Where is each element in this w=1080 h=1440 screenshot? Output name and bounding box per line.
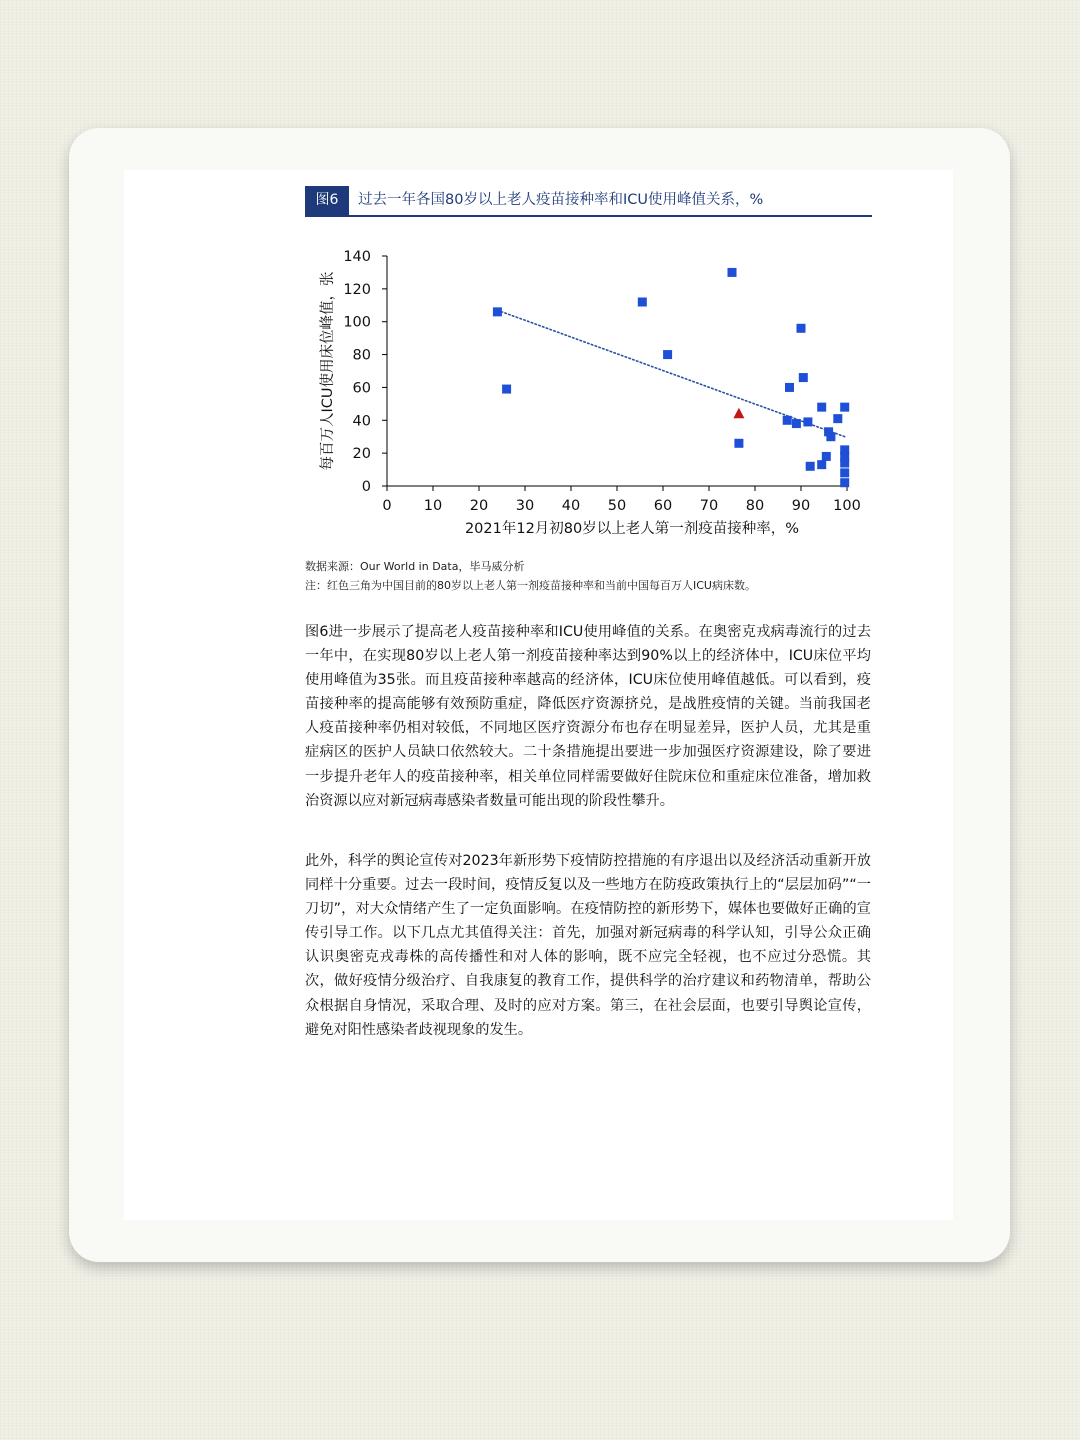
china-data-point: [733, 408, 744, 419]
paragraph-1: 图6进一步展示了提高老人疫苗接种率和ICU使用峰值的关系。在奥密克戎病毒流行的过去一年中，在实现80岁以上老人第一剂疫苗接种率达到90%以上的经济体中，ICU床位平均使用峰值为35张。而且疫苗接种率越高的经济体，ICU床位使用峰值越低。可以看到，疫苗接种率的提高能够有效预防重症，降低医疗资源挤兑，是战胜疫情的关键。当前我国老人疫苗接种率仍相对较低，不同地区医疗资源分布也存在明显差异，医护人员，尤其是重症病区的医护人员缺口依然较大。二十条措施提出要进一步加强医疗资源建设，除了要进一步提升老年人的疫苗接种率，相关单位同样需要做好住院床位和重症床位准备，增加救治资源以应对新冠病毒感染者数量可能出现的阶段性攀升。: [305, 624, 871, 809]
x-tick-label: 70: [699, 498, 719, 514]
y-tick-label: 140: [343, 249, 371, 265]
data-point: [840, 459, 849, 468]
x-tick-label: 50: [607, 498, 627, 514]
x-axis-label: 2021年12月初80岁以上老人第一剂疫苗接种率，%: [464, 521, 800, 537]
figure-header: [305, 186, 872, 217]
paragraph-2: 此外，科学的舆论宣传对2023年新形势下疫情防控措施的有序退出以及经济活动重新开放同样十分重要。过去一段时间，疫情反复以及一些地方在防疫政策执行上的“层层加码”“一刀切”，对大众情绪产生了一定负面影响。在疫情防控的新形势下，媒体也要做好正确的宣传引导工作。以下几点尤其值得关注：首先，加强对新冠病毒的科学认知，引导公众正确认识奥密克戎毒株的高传播性和对人体的影响，既不应完全轻视，也不应过分恐慌。其次，做好疫情分级治疗、自我康复的教育工作，提供科学的治疗建议和药物清单，帮助公众根据自身情况，采取合理、及时的应对方案。第三，在社会层面，也要引导舆论宣传，避免对阳性感染者歧视现象的发生。: [305, 853, 871, 1038]
data-point: [840, 468, 849, 477]
data-point: [638, 298, 647, 307]
data-point: [806, 462, 815, 471]
y-tick-label: 60: [352, 380, 371, 397]
data-point: [663, 350, 672, 359]
x-tick-label: 40: [561, 498, 581, 514]
x-tick-label: 80: [745, 498, 765, 514]
data-point: [840, 478, 849, 487]
x-tick-label: 30: [515, 498, 535, 514]
y-tick-label: 20: [352, 446, 371, 463]
x-tick-label: 10: [423, 498, 443, 514]
data-point: [797, 324, 806, 333]
trend-line: [497, 310, 844, 437]
figure-title: 过去一年各国80岁以上老人疫苗接种率和ICU使用峰值关系，%: [358, 192, 764, 208]
y-axis-label: 每百万人ICU使用床位峰值，张: [320, 271, 336, 471]
data-point: [826, 432, 835, 441]
data-point: [803, 417, 812, 426]
data-point: [817, 403, 826, 412]
data-point: [840, 403, 849, 412]
y-tick-label: 100: [343, 314, 371, 331]
x-tick-label: 20: [469, 498, 489, 514]
data-point: [833, 414, 842, 423]
data-point: [817, 460, 826, 469]
data-point: [792, 419, 801, 428]
figure-note: 注：红色三角为中国目前的80岁以上老人第一剂疫苗接种率和当前中国每百万人ICU病床数。: [305, 579, 756, 592]
data-point: [728, 268, 737, 277]
y-tick-label: 120: [343, 281, 371, 298]
x-tick-label: 60: [653, 498, 673, 514]
data-point: [799, 373, 808, 382]
scatter-chart: [305, 240, 871, 545]
x-tick-label: 100: [833, 498, 861, 514]
x-tick-label: 90: [791, 498, 811, 514]
data-point: [502, 385, 511, 394]
data-source: 数据来源：Our World in Data，毕马威分析: [305, 560, 525, 573]
data-point: [783, 416, 792, 425]
data-point: [785, 383, 794, 392]
data-point: [734, 439, 743, 448]
data-point: [493, 307, 502, 316]
y-tick-label: 0: [361, 479, 371, 495]
figure-number: 图6: [305, 186, 349, 215]
x-tick-label: 0: [382, 498, 392, 514]
y-tick-label: 40: [352, 413, 371, 430]
data-point: [822, 452, 831, 461]
y-tick-label: 80: [352, 347, 371, 364]
